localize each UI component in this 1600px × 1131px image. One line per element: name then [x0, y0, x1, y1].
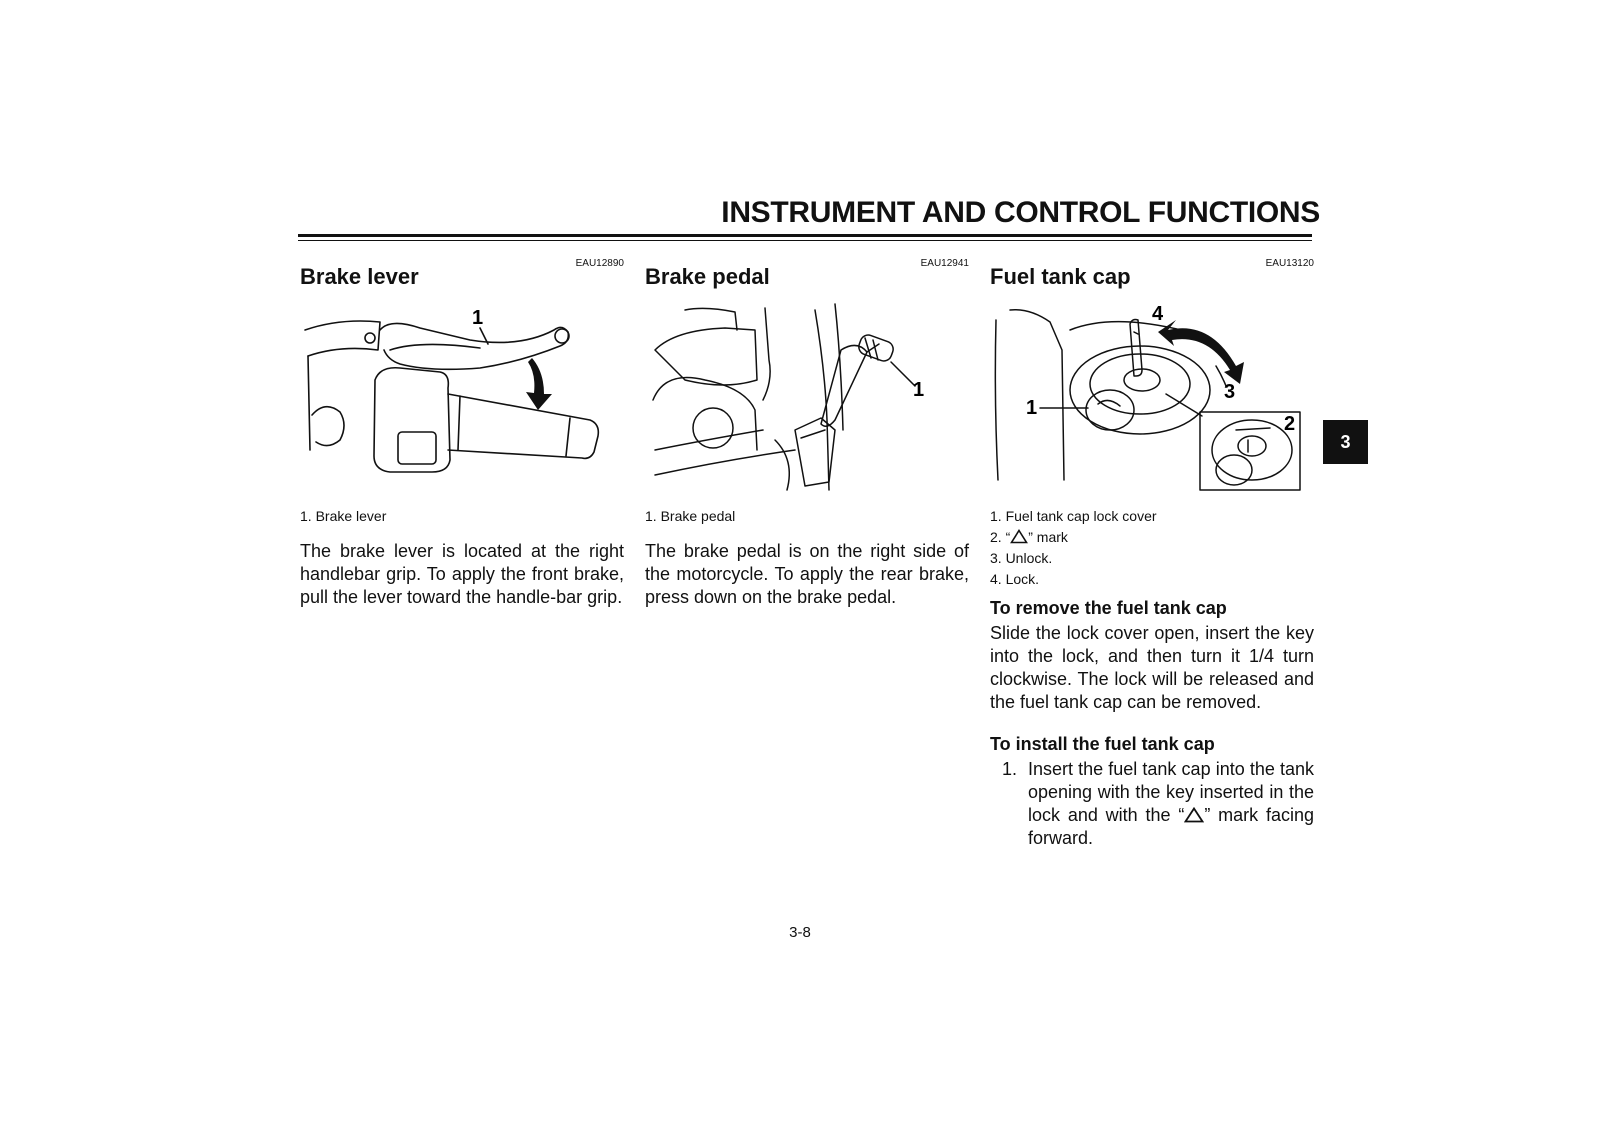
caption-item: 1. Brake lever [300, 508, 387, 524]
caption-text: 2. “ [990, 529, 1011, 545]
fuel-tank-cap-illustration [990, 300, 1314, 500]
callout-1: 1 [472, 307, 484, 329]
figure-caption [300, 506, 386, 527]
caption-item: 1. Brake pedal [645, 508, 736, 524]
figure-caption [990, 506, 1157, 590]
brake-lever-illustration [300, 300, 624, 500]
section-code: EAU13120 [1265, 258, 1314, 269]
caption-item: 1. Fuel tank cap lock cover [990, 508, 1157, 524]
callout-2: 2 [1284, 413, 1296, 435]
pull-arrow-icon [526, 358, 552, 410]
caption-item: 4. Lock. [990, 571, 1040, 587]
page-header-title: INSTRUMENT AND CONTROL FUNCTIONS [721, 196, 1320, 229]
page-number: 3-8 [789, 924, 811, 941]
list-item [990, 758, 1314, 850]
figure-caption [645, 506, 735, 527]
callout-1: 1 [913, 379, 925, 401]
caption-item [990, 527, 1157, 548]
section-heading: Brake pedal [645, 264, 770, 289]
rotate-arrow-icon [1158, 320, 1244, 384]
section-code: EAU12890 [575, 258, 624, 269]
remove-heading: To remove the fuel tank cap [990, 598, 1227, 618]
remove-body: Slide the lock cover open, insert the key into the lock, and then turn it 1/4 turn clockwise. The lock will be released and the fuel tank cap can be removed. [990, 623, 1314, 712]
callout-1: 1 [1026, 397, 1038, 419]
triangle-mark-icon [1184, 807, 1204, 823]
install-heading: To install the fuel tank cap [990, 734, 1215, 754]
section-heading: Fuel tank cap [990, 264, 1131, 289]
step-text: Insert the fuel tank cap into the tank opening with the key inserted in the lock and with the “ [1028, 759, 1314, 825]
caption-text: ” mark [1028, 529, 1068, 545]
header-rule-thick [298, 234, 1312, 237]
header-rule-thin [298, 240, 1312, 241]
step-number: 1. [1002, 759, 1018, 779]
chapter-tab: 3 [1323, 420, 1368, 464]
caption-item: 3. Unlock. [990, 550, 1053, 566]
section-body: The brake lever is located at the right handlebar grip. To apply the front brake, pull the lever toward the handle-bar grip. [300, 541, 624, 607]
callout-3: 3 [1224, 381, 1236, 403]
section-body: The brake pedal is on the right side of the motorcycle. To apply the rear brake, press down on the brake pedal. [645, 541, 969, 607]
brake-pedal-illustration [645, 300, 969, 500]
callout-4: 4 [1152, 303, 1164, 325]
section-code: EAU12941 [920, 258, 969, 269]
install-steps [990, 758, 1314, 850]
section-heading: Brake lever [300, 264, 419, 289]
step-text: ” mark facing forward. [1028, 805, 1315, 848]
triangle-mark-icon [1010, 529, 1028, 544]
